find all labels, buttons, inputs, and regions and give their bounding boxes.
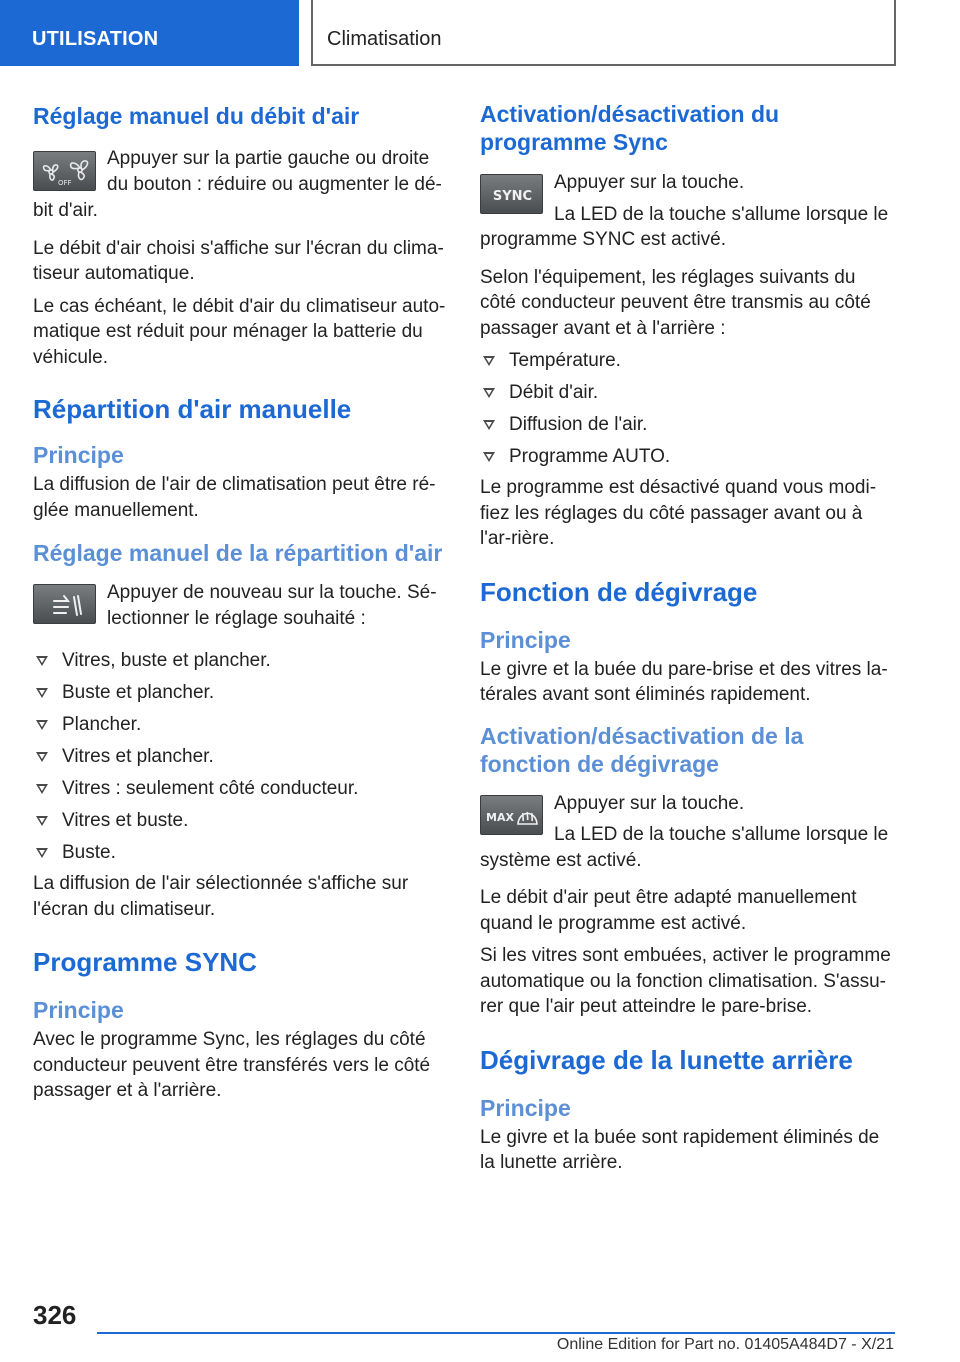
reglage-instruction: Appuyer de nouveau sur la touche. Sé-lectionner le réglage souhaité : (107, 582, 437, 629)
lunette-paragraph: Le givre et la buée sont rapidement éliminés de la lunette arrière. (480, 1126, 880, 1173)
reglage-heading: Réglage manuel de la répartition d'air (33, 540, 443, 566)
list-item: Diffusion de l'air. (480, 412, 894, 438)
left-column (33, 100, 447, 1104)
debit-instruction-tail: bit d'air. (33, 200, 98, 221)
svg-text:SYNC: SYNC (492, 189, 533, 204)
sync-principe-heading: Principe (33, 997, 124, 1023)
act-degivrage-line-1: Appuyer sur la touche. (554, 792, 745, 814)
triangle-bullet-icon (36, 784, 48, 794)
debit-instruction: Appuyer sur la partie gauche ou droite du bouton : réduire ou augmenter le dé- (107, 148, 442, 195)
list-item: Vitres : seulement côté conducteur. (33, 776, 447, 802)
air-distribution-button-row (33, 580, 447, 631)
sync-button-row (480, 170, 894, 253)
lunette-heading: Dégivrage de la lunette arrière (480, 1044, 853, 1075)
list-item: Buste. (33, 840, 447, 866)
debit-paragraph-1: Le débit d'air choisi s'affiche sur l'écran du clima-tiseur automatique. (33, 237, 444, 284)
triangle-bullet-icon (36, 752, 48, 762)
sync-paragraph: Avec le programme Sync, les réglages du côté conducteur peuvent être transférés vers le côté passager et à l'arrière. (33, 1029, 431, 1101)
act-sync-line-1: Appuyer sur la touche. (554, 172, 745, 193)
debit-heading: Réglage manuel du débit d'air (33, 103, 360, 129)
max-defrost-button-row (480, 791, 894, 874)
list-item: Buste et plancher. (33, 680, 447, 706)
triangle-bullet-icon (36, 848, 48, 858)
max-defrost-button-icon (480, 795, 543, 835)
act-degivrage-heading: Activation/désactivation de la fonction de dégivrage (480, 722, 804, 777)
top-bar (0, 0, 960, 66)
list-item: Programme AUTO. (480, 444, 894, 470)
degivrage-paragraph: Le givre et la buée du pare-brise et des vitres la-térales avant sont éliminés rapidement. (480, 658, 888, 705)
act-sync-heading: Activation/désactivation du programme Sync (480, 101, 780, 155)
fan-button-icon (33, 151, 96, 191)
debit-paragraph-2: Le cas échéant, le débit d'air du climatiseur auto-matique est réduit pour ménager la batterie du véhicule. (33, 295, 446, 368)
triangle-bullet-icon (36, 816, 48, 826)
sync-heading: Programme SYNC (33, 947, 257, 977)
lunette-principe-heading: Principe (480, 1094, 571, 1121)
sync-settings-list (480, 348, 894, 470)
reglage-paragraph: La diffusion de l'air sélectionnée s'affiche sur l'écran du climatiseur. (33, 873, 409, 920)
list-item: Vitres et buste. (33, 808, 447, 834)
footer-edition: Online Edition for Part no. 01405A484D7 - X/21 (556, 1336, 894, 1353)
svg-text:OFF: OFF (58, 179, 72, 187)
svg-text:MAX: MAX (486, 810, 514, 824)
act-sync-paragraph: Selon l'équipement, les réglages suivants du côté conducteur peuvent être transmis au côté passager avant et à l'arrière : (480, 266, 871, 339)
repartition-paragraph: La diffusion de l'air de climatisation peut être ré-glée manuellement. (33, 474, 436, 521)
chapter-tab[interactable]: Climatisation (311, 0, 896, 66)
act-degivrage-paragraph-2: Si les vitres sont embuées, activer le programme automatique ou la fonction climatisation. S'assu-rer que l'air peut atteindre le pare-brise. (480, 945, 891, 1017)
page-number: 326 (33, 1300, 77, 1330)
act-degivrage-tail: système est activé. (480, 849, 642, 871)
triangle-bullet-icon (36, 688, 48, 698)
triangle-bullet-icon (483, 420, 495, 430)
sync-paragraph-2: Le programme est désactivé quand vous modi-fiez les réglages du côté passager avant ou à l'ar-rière. (480, 477, 877, 549)
air-distribution-button-icon (33, 584, 96, 624)
list-item: Température. (480, 348, 894, 374)
footer-divider (97, 1332, 895, 1334)
list-item: Vitres, buste et plancher. (33, 648, 447, 674)
reglage-options-list (33, 648, 447, 866)
act-sync-line-2: La LED de la touche s'allume lorsque le (554, 203, 889, 225)
list-item: Débit d'air. (480, 380, 894, 406)
right-column (480, 100, 894, 1176)
act-degivrage-line-2: La LED de la touche s'allume lorsque le (554, 824, 889, 845)
list-item: Vitres et plancher. (33, 744, 447, 770)
triangle-bullet-icon (36, 720, 48, 730)
triangle-bullet-icon (36, 656, 48, 666)
triangle-bullet-icon (483, 388, 495, 398)
degivrage-heading: Fonction de dégivrage (480, 576, 758, 607)
triangle-bullet-icon (483, 452, 495, 462)
act-sync-tail: programme SYNC est activé. (480, 229, 727, 250)
triangle-bullet-icon (483, 356, 495, 366)
list-item: Plancher. (33, 712, 447, 738)
degivrage-principe-heading: Principe (480, 626, 571, 653)
fan-button-row (33, 146, 447, 224)
repartition-principe-heading: Principe (33, 442, 124, 468)
section-tab[interactable]: UTILISATION (0, 0, 299, 66)
repartition-heading: Répartition d'air manuelle (33, 394, 352, 424)
act-degivrage-paragraph-1: Le débit d'air peut être adapté manuellement quand le programme est activé. (480, 887, 857, 934)
sync-button-icon (480, 174, 543, 214)
